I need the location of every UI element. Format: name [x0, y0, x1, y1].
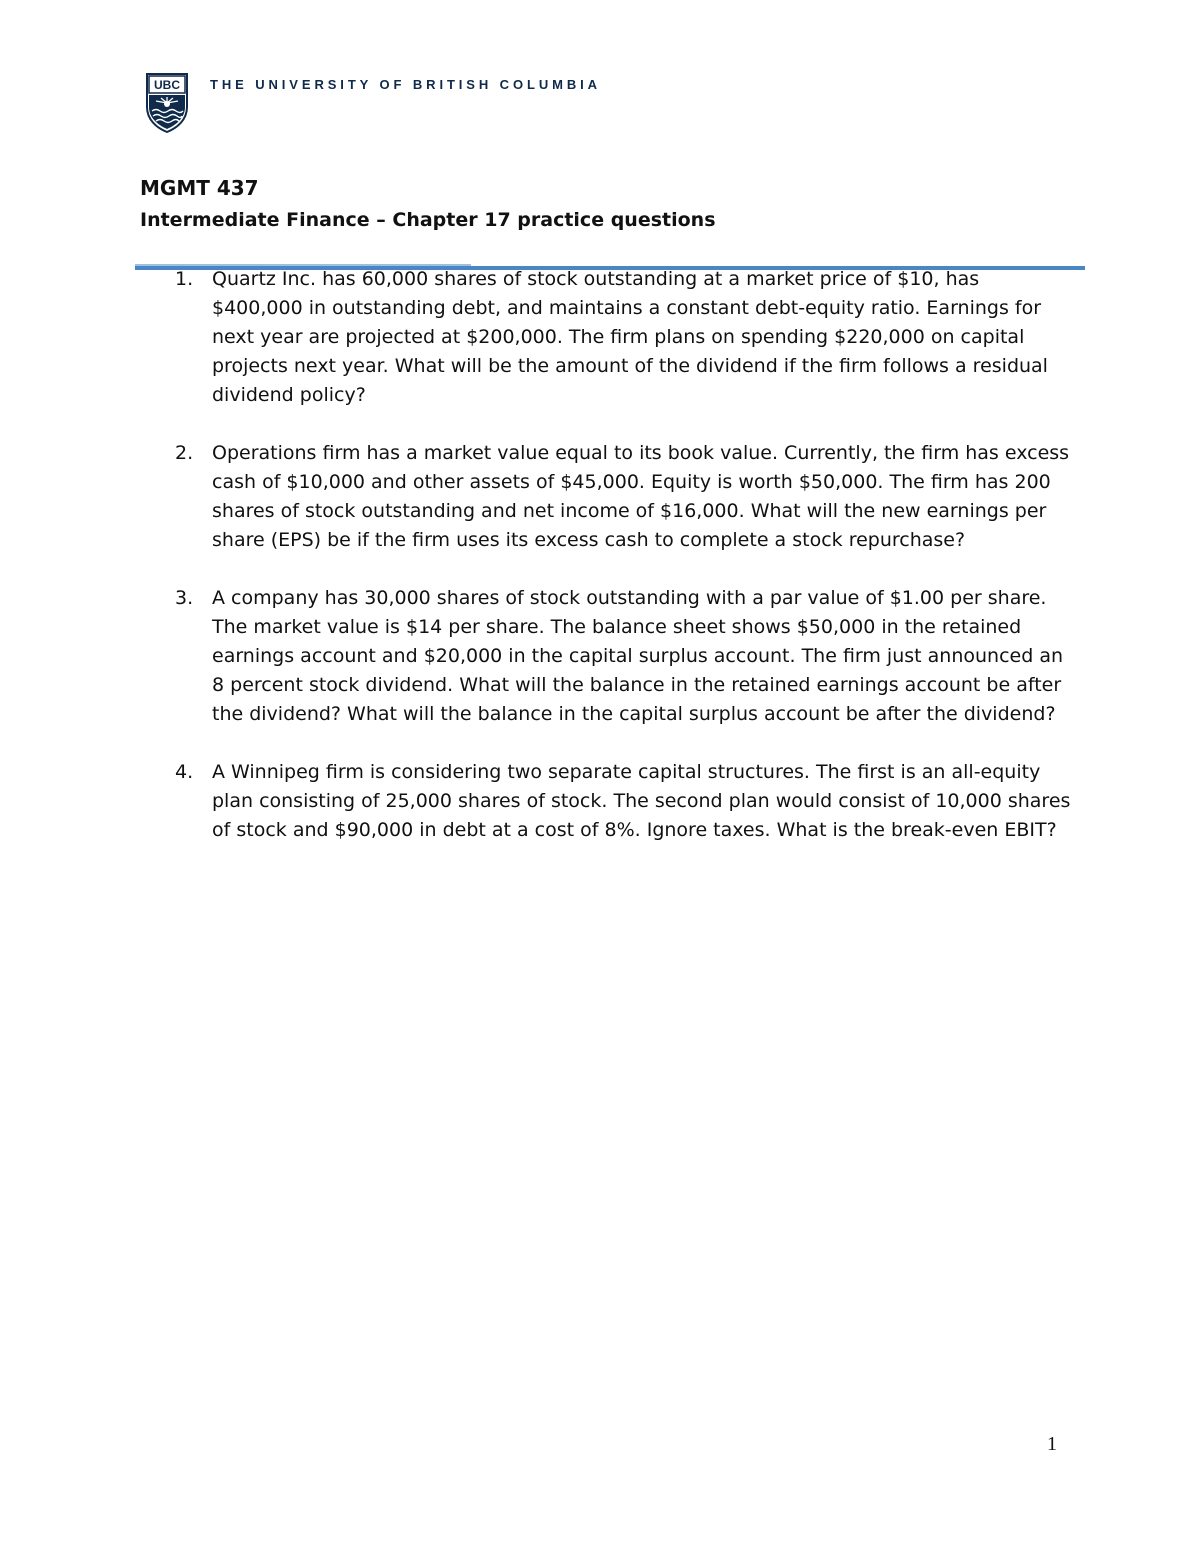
document-title: Intermediate Finance – Chapter 17 practice questions	[140, 209, 716, 231]
question-text: A company has 30,000 shares of stock outstanding with a par value of $1.00 per share. The market value is $14 per share. The balance sheet shows $50,000 in the retained earnings account and $20,000 in the capital surplus account. The firm just announced an 8 percent stock dividend. What will the balance in the retained earnings account be after the dividend? What will the balance in the capital surplus account be after the dividend?	[212, 587, 1064, 725]
question-item	[175, 584, 1075, 729]
question-text: Operations firm has a market value equal to its book value. Currently, the firm has excess cash of $10,000 and other assets of $45,000. Equity is worth $50,000. The firm has 200 shares of stock outstanding and net income of $16,000. What will the new earnings per share (EPS) be if the firm uses its excess cash to complete a stock repurchase?	[212, 442, 1070, 551]
question-item	[175, 439, 1075, 555]
question-number: 4.	[175, 761, 194, 783]
course-code: MGMT 437	[140, 176, 259, 200]
ubc-crest-logo	[146, 73, 188, 133]
university-header	[146, 73, 601, 135]
page-number: 1	[1047, 1433, 1057, 1455]
university-name: THE UNIVERSITY OF BRITISH COLUMBIA	[210, 77, 601, 92]
question-number: 1.	[175, 268, 194, 290]
question-number: 3.	[175, 587, 194, 609]
question-text: A Winnipeg firm is considering two separate capital structures. The first is an all-equity plan consisting of 25,000 shares of stock. The second plan would consist of 10,000 shares of stock and $90,000 in debt at a cost of 8%. Ignore taxes. What is the break-even EBIT?	[212, 761, 1071, 841]
question-item	[175, 265, 1075, 410]
question-text: Quartz Inc. has 60,000 shares of stock outstanding at a market price of $10, has $400,000 in outstanding debt, and maintains a constant debt-equity ratio. Earnings for next year are projected at $200,000. The firm plans on spending $220,000 on capital projects next year. What will be the amount of the dividend if the firm follows a residual dividend policy?	[212, 268, 1048, 406]
question-list	[175, 265, 1075, 874]
question-number: 2.	[175, 442, 194, 464]
question-item	[175, 758, 1075, 845]
crest-letters: UBC	[154, 78, 180, 92]
